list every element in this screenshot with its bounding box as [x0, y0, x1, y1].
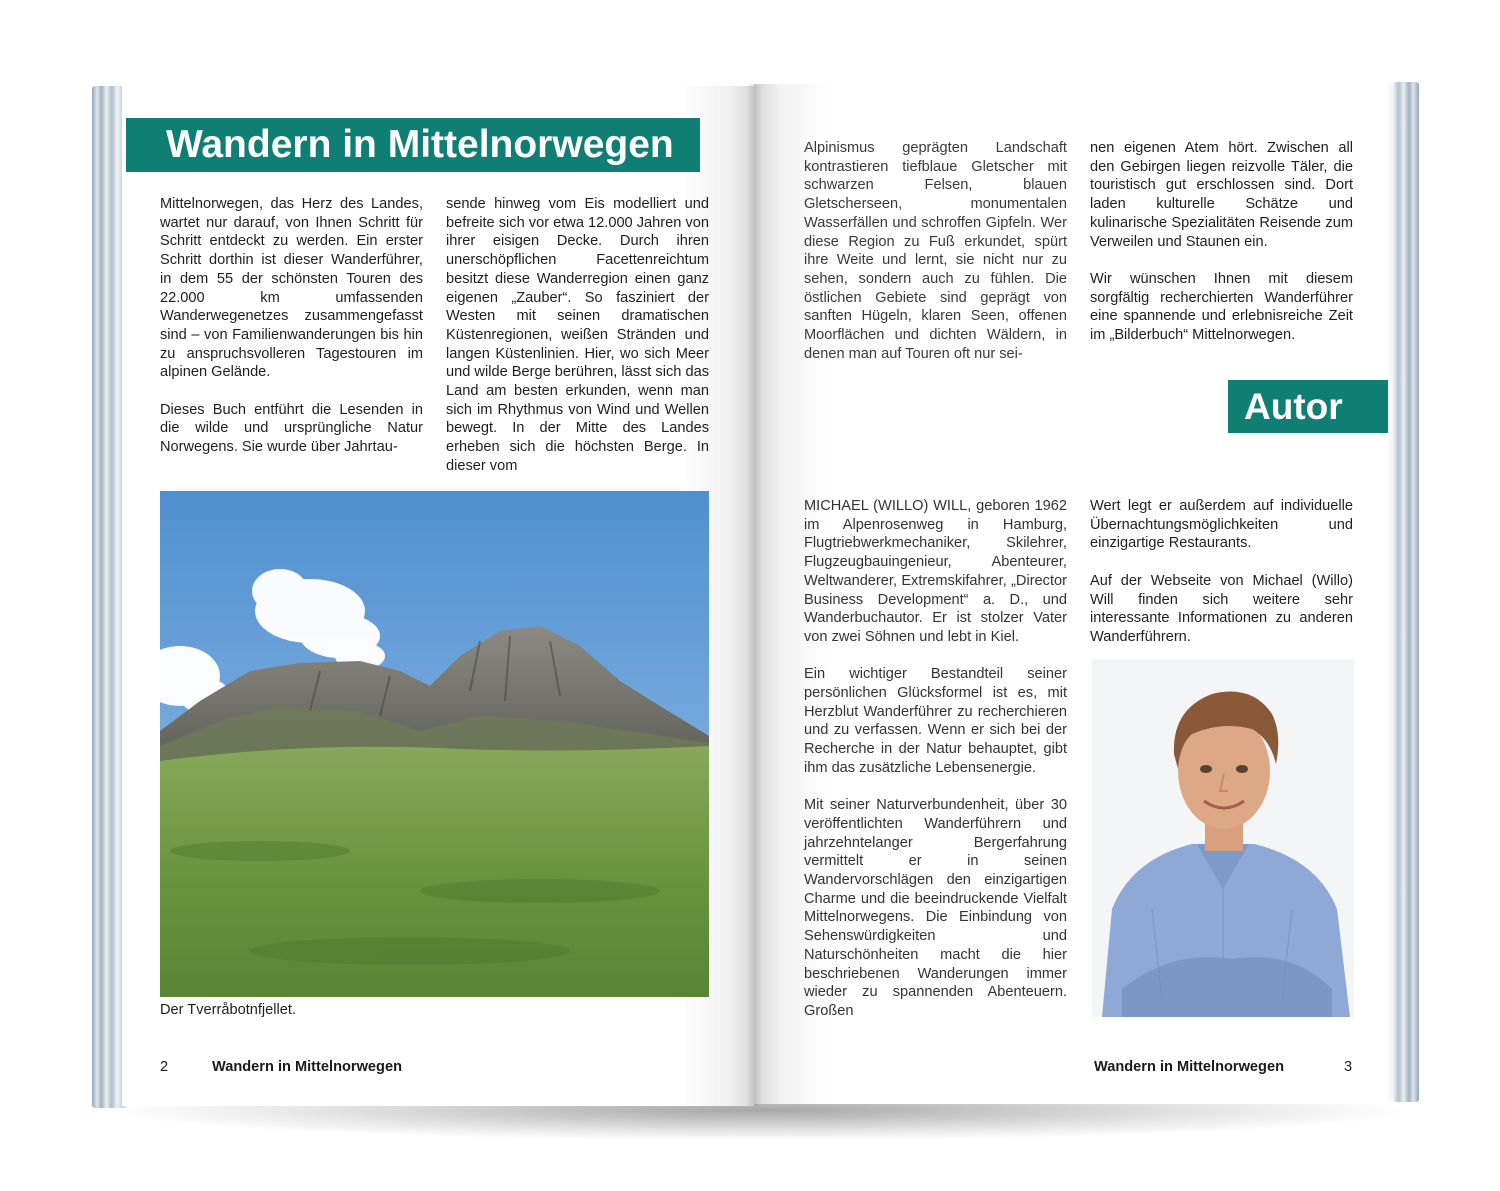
mountain-photo	[160, 491, 709, 997]
right-column-1	[804, 139, 1067, 363]
right-column-2	[1090, 139, 1353, 345]
paragraph: MICHAEL (WILLO) WILL, geboren 1962 im Alpenrosenweg in Hamburg, Flugtriebwerkmechaniker, Skilehrer, Flugzeugbauingenieur, Abenteurer, Weltwanderer, Extremskifahrer, „Director Business Development“ a. D., und Wanderbuchautor. Er ist stolzer Vater von zwei Söhnen und lebt in Kiel.	[804, 498, 1067, 645]
paragraph: Dieses Buch entführt die Lesenden in die wilde und ursprüngliche Natur Norwegens. Sie wurde über Jahrtau-	[160, 401, 423, 456]
paragraph: Mittelnorwegen, das Herz des Landes, wartet nur darauf, von Ihnen Schritt für Schritt entdeckt zu werden. Ein erster Schritt dorthin ist dieser Wanderführer, in dem 55 der schönsten Touren des 22.000 km umfassenden Wanderwegenetzes zusammengefasst sind – von Familienwanderungen bis hin zu anspruchsvolleren Tagestouren im alpinen Gelände.	[160, 196, 423, 381]
left-column-1	[160, 195, 423, 457]
author-portrait	[1092, 659, 1354, 1017]
right-column-4	[1090, 497, 1353, 647]
paragraph: Wert legt er außerdem auf individuelle Übernachtungsmöglichkeiten und einzigartige Restaurants.	[1090, 498, 1353, 552]
paragraph: Mit seiner Naturverbundenheit, über 30 veröffentlichten Wanderführern und jahrzehntelanger Bergerfahrung vermittelt er in seinen Wandervorschlägen den einzigartigen Charme und die beeindruckende Vielfalt Mittelnorwegens. Die Einbindung von Sehenswürdigkeiten und Naturschönheiten macht die hier beschriebenen Wanderungen immer wieder zu spannenden Abenteuern. Großen	[804, 797, 1067, 1019]
paragraph: Wir wünschen Ihnen mit diesem sorgfältig recherchierten Wanderführer eine spannende und erlebnisreiche Zeit im „Bilderbuch“ Mittelnorwegen.	[1090, 270, 1353, 344]
book-page-edges-right	[1385, 82, 1419, 1102]
author-heading-text: Autor	[1244, 385, 1343, 427]
paragraph: sende hinweg vom Eis modelliert und befreite sich vor etwa 12.000 Jahren von ihrer eisigen Decke. Durch ihren unerschöpflichen Facettenreichtum besitzt diese Wanderregion einen ganz eigenen „Zauber“. So fasziniert der Westen mit seinen dramatischen Küstenregionen, weißen Stränden und langen Küstenlinien. Hier, wo sich Meer und wilde Berge berühren, lässt sich das Land am besten erkunden, wenn man sich im Rhythmus von Wind und Wellen bewegt. In der Mitte des Landes erheben sich die höchsten Berge. In dieser vom	[446, 196, 709, 474]
left-column-2	[446, 195, 709, 476]
mountain-photo-image	[160, 491, 709, 997]
paragraph: Ein wichtiger Bestandteil seiner persönlichen Glücksformel ist es, mit Herzblut Wanderführer zu recherchieren und zu verfassen. Wenn er sich bei der Recherche in der Natur behauptet, gibt ihm das zusätzliche Lebensenergie.	[804, 666, 1067, 776]
paragraph: Alpinismus geprägten Landschaft kontrastieren tiefblaue Gletscher mit schwarzen Felsen, blauen Gletscherseen, monumentalen Wasserfällen und schroffen Gipfeln. Wer diese Region zu Fuß erkundet, spürt ihre Weite und lernt, sie nicht nur zu sehen, sondern auch zu fühlen. Die östlichen Gebiete sind geprägt von sanften Hügeln, klaren Seen, offenen Moorflächen und dichten Wäldern, in denen man auf Touren oft nur sei-	[804, 140, 1067, 362]
author-heading	[1228, 380, 1388, 433]
page-number-left: 2	[160, 1059, 169, 1075]
running-footer-right: Wandern in Mittelnorwegen	[1094, 1059, 1284, 1075]
running-footer-left: Wandern in Mittelnorwegen	[212, 1059, 402, 1075]
author-portrait-image	[1092, 659, 1354, 1017]
paragraph: Auf der Webseite von Michael (Willo) Will finden sich weitere sehr interessante Informationen zu anderen Wanderführern.	[1090, 572, 1353, 645]
right-column-3	[804, 497, 1067, 1021]
chapter-heading-text: Wandern in Mittelnorwegen	[166, 123, 674, 166]
book-gutter	[746, 84, 762, 1106]
page-number-right: 3	[1344, 1059, 1353, 1075]
photo-caption: Der Tverråbotnfjellet.	[160, 1002, 296, 1018]
paragraph: nen eigenen Atem hört. Zwischen all den Gebirgen liegen reizvolle Täler, die touristisch gut erschlossen sind. Dort laden kulturelle Schätze und kulinarische Spezialitäten Reisende zum Verweilen und Staunen ein.	[1090, 140, 1353, 250]
chapter-heading	[126, 118, 700, 172]
